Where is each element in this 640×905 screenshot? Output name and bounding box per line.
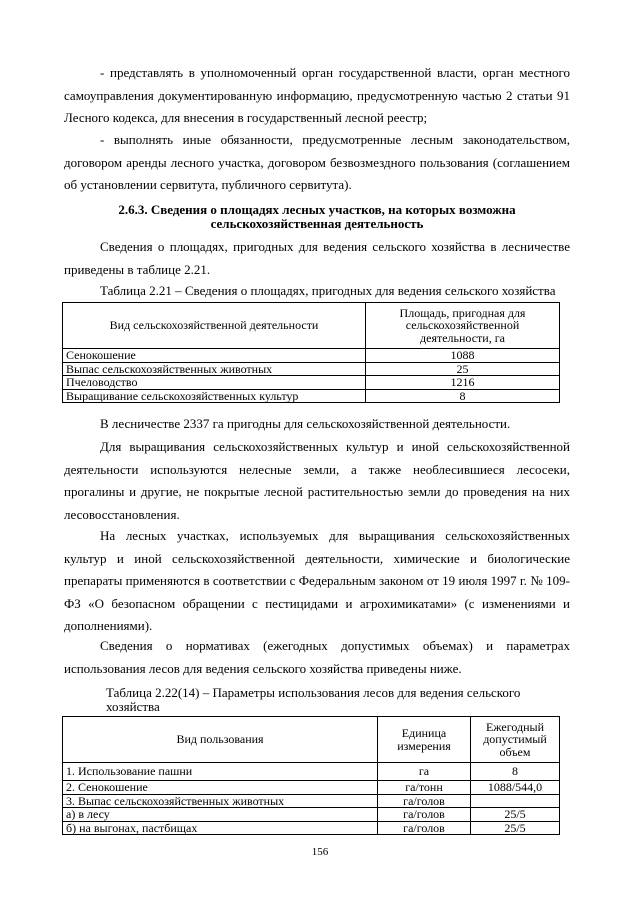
- paragraph-total-area: В лесничестве 2337 га пригодны для сельскохозяйственной деятельности.: [100, 416, 511, 431]
- paragraph-land-use: Для выращивания сельскохозяйственных культур и иной сельскохозяйственной деятельности используются нелесные земли, а также необлесившиеся лесосеки, прогалины и другие, не покрытые лесной растительностью земли до проведения на них лесовосстановления.: [64, 439, 570, 522]
- section-heading: 2.6.3. Сведения о площадях лесных участков, на которых возможна сельскохозяйственная деятельность: [118, 202, 516, 231]
- table1-cell-area: 25: [366, 362, 560, 376]
- table-row: [63, 794, 560, 808]
- table-forest-use-parameters: [62, 716, 560, 835]
- table2-cell-unit: га/голов: [378, 821, 471, 835]
- paragraph-other-obligations: - выполнять иные обязанности, предусмотренные лесным законодательством, договором аренды лесного участка, договором безвозмездного пользования (соглашением об установлении сервитута, публичного сервитута).: [64, 132, 570, 192]
- table2-cell-unit: га: [378, 763, 471, 781]
- table2-cell-volume: 8: [471, 763, 560, 781]
- table2-cell-use-type: 3. Выпас сельскохозяйственных животных: [63, 794, 378, 808]
- table1-header-area: Площадь, пригодная для сельскохозяйственной деятельности, га: [366, 303, 560, 349]
- table2-cell-unit: га/голов: [378, 794, 471, 808]
- paragraph-norms: Сведения о нормативах (ежегодных допустимых объемах) и параметрах использования лесов для ведения сельского хозяйства приведены ниже.: [64, 638, 570, 676]
- table2-header-volume: Ежегодный допустимый объем: [471, 717, 560, 763]
- table-row: [63, 389, 560, 403]
- table2-cell-use-type: 1. Использование пашни: [63, 763, 378, 781]
- table2-cell-volume: [471, 794, 560, 808]
- table1-cell-activity: Выпас сельскохозяйственных животных: [63, 362, 366, 376]
- table-row: [63, 376, 560, 390]
- table-row: [63, 763, 560, 781]
- table1-header-row: [63, 303, 560, 349]
- paragraph-intro: Сведения о площадях, пригодных для ведения сельского хозяйства в лесничестве приведены в таблице 2.21.: [64, 239, 570, 277]
- table-row: [63, 362, 560, 376]
- table2-header-row: [63, 717, 560, 763]
- table1-header-activity: Вид сельскохозяйственной деятельности: [63, 303, 366, 349]
- table2-cell-use-type: 2. Сенокошение: [63, 781, 378, 795]
- table-agricultural-areas: [62, 302, 560, 403]
- table2-cell-use-type: б) на выгонах, пастбищах: [63, 821, 378, 835]
- table1-cell-area: 1216: [366, 376, 560, 390]
- paragraph-report-obligation: - представлять в уполномоченный орган государственной власти, орган местного самоуправления документированную информацию, предусмотренную частью 2 статьи 91 Лесного кодекса, для внесения в государственный лесной реестр;: [64, 65, 570, 125]
- table1-cell-activity: Пчеловодство: [63, 376, 366, 390]
- table2-cell-volume: 25/5: [471, 821, 560, 835]
- table2-cell-use-type: а) в лесу: [63, 808, 378, 822]
- table2-cell-unit: га/голов: [378, 808, 471, 822]
- table-row: [63, 821, 560, 835]
- table1-cell-area: 8: [366, 389, 560, 403]
- table2-header-use-type: Вид пользования: [63, 717, 378, 763]
- table1-cell-area: 1088: [366, 349, 560, 363]
- paragraph-chemicals: На лесных участках, используемых для выращивания сельскохозяйственных культур и иной сельскохозяйственной деятельности, химические и биологические препараты применяются в соответствии с Федеральным законом от 19 июля 1997 г. № 109-ФЗ «О безопасном обращении с пестицидами и агрохимикатами» (с изменениями и дополнениями).: [64, 528, 570, 633]
- table2-header-unit: Единица измерения: [378, 717, 471, 763]
- table2-caption: Таблица 2.22(14) – Параметры использования лесов для ведения сельского хозяйства: [106, 685, 521, 714]
- table-row: [63, 781, 560, 795]
- table-row: [63, 808, 560, 822]
- table-row: [63, 349, 560, 363]
- table1-cell-activity: Сенокошение: [63, 349, 366, 363]
- table2-cell-volume: 1088/544,0: [471, 781, 560, 795]
- table2-cell-volume: 25/5: [471, 808, 560, 822]
- page-number: 156: [311, 846, 329, 858]
- table1-caption: Таблица 2.21 – Сведения о площадях, пригодных для ведения сельского хозяйства: [100, 283, 556, 298]
- table2-cell-unit: га/тонн: [378, 781, 471, 795]
- table1-cell-activity: Выращивание сельскохозяйственных культур: [63, 389, 366, 403]
